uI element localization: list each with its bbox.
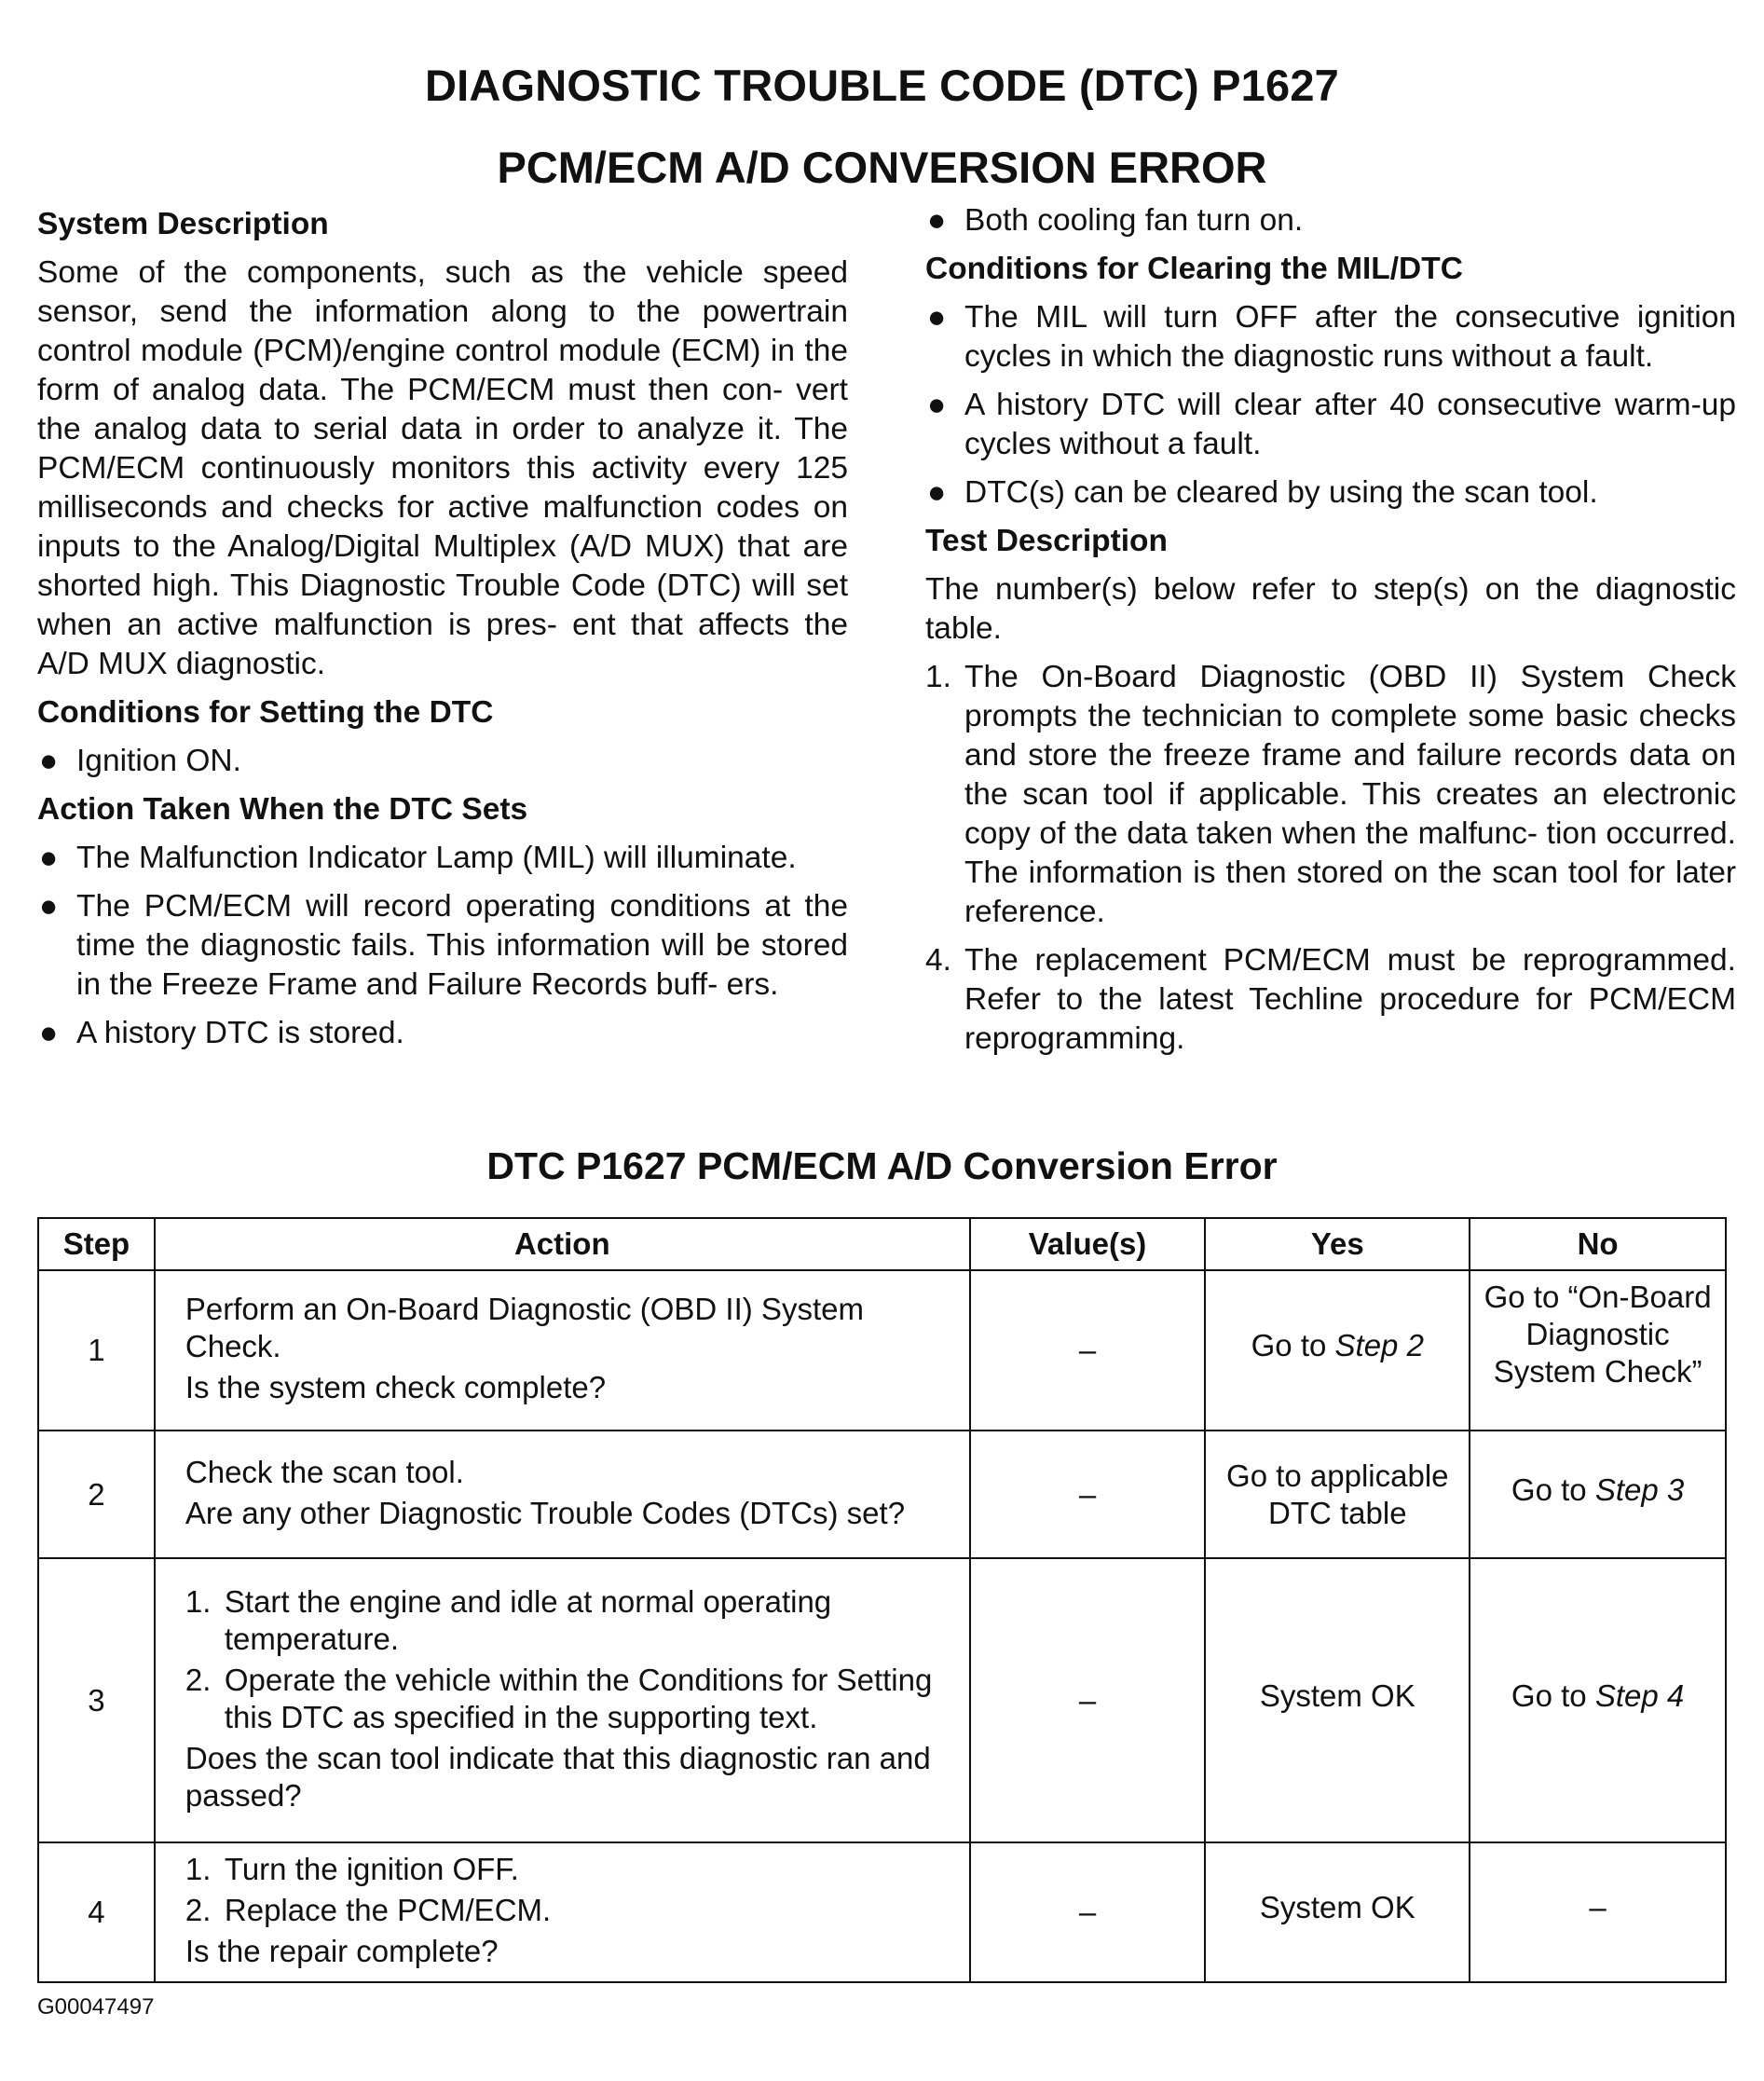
action-question: Is the repair complete? <box>185 1934 499 1968</box>
table-row <box>38 1431 1726 1558</box>
header-action: Action <box>155 1218 970 1270</box>
header-no: No <box>1470 1218 1726 1270</box>
header-values: Value(s) <box>970 1218 1206 1270</box>
action-taken-item <box>37 1014 848 1053</box>
bullet-icon: ● <box>927 300 947 335</box>
action-question: Does the scan tool indicate that this diagnostic ran and passed? <box>185 1740 931 1813</box>
action-taken-item <box>37 839 848 878</box>
action-cell <box>155 1558 970 1842</box>
table-row <box>38 1558 1726 1842</box>
right-column <box>925 201 1736 1068</box>
bullet-icon: ● <box>39 744 59 778</box>
bullet-icon: ● <box>927 475 947 510</box>
action-cell <box>155 1842 970 1982</box>
no-cell: – <box>1470 1842 1726 1982</box>
bullet-icon: ● <box>927 388 947 422</box>
conditions-clearing-item <box>925 473 1736 513</box>
page-subtitle: PCM/ECM A/D CONVERSION ERROR <box>497 143 1267 192</box>
step-cell: 3 <box>38 1558 155 1842</box>
item-text: Replace the PCM/ECM. <box>224 1893 552 1927</box>
yes-cell <box>1205 1270 1470 1431</box>
conditions-clearing-item <box>925 386 1736 464</box>
action-step-item <box>185 1892 956 1929</box>
bullet-text: DTC(s) can be cleared by using the scan tool. <box>964 475 1598 510</box>
item-number: 2. <box>185 1662 212 1697</box>
action-step-item <box>185 1583 956 1658</box>
no-cell: Go to “On-Board Diagnostic System Check” <box>1470 1270 1726 1431</box>
item-text: Operate the vehicle within the Conditions for Setting this DTC as specified in the supporting text. <box>224 1662 933 1734</box>
item-text: The replacement PCM/ECM must be reprogrammed. Refer to the latest Techline procedure for PCM/ECM reprogramming. <box>964 943 1736 1056</box>
yes-cell: Go to applicable DTC table <box>1205 1431 1470 1558</box>
yes-cell: System OK <box>1205 1558 1470 1842</box>
action-line: Perform an On-Board Diagnostic (OBD II) System Check. <box>185 1292 864 1363</box>
no-prefix: Go to <box>1511 1472 1595 1507</box>
item-text: The On-Board Diagnostic (OBD II) System Check prompts the technician to complete some basic checks and store the freeze frame and failure records data on the scan tool if applicable. This creates an electronic copy of the data taken when the malfunc- tion occurred. The information is then stored on the scan tool for later reference. <box>964 660 1736 929</box>
item-number: 1. <box>185 1583 212 1619</box>
continued-item <box>925 201 1736 240</box>
item-text: Turn the ignition OFF. <box>224 1852 519 1886</box>
action-line: Check the scan tool. <box>185 1454 464 1489</box>
diagnostic-table <box>37 1217 1727 1983</box>
action-step-item <box>185 1662 956 1736</box>
test-description-heading: Test Description <box>925 524 1168 558</box>
no-cell <box>1470 1431 1726 1558</box>
header-step: Step <box>38 1218 155 1270</box>
action-taken-item <box>37 887 848 1005</box>
test-description-item <box>925 941 1736 1059</box>
conditions-setting-heading: Conditions for Setting the DTC <box>37 695 494 730</box>
item-number: 4. <box>925 943 951 978</box>
bullet-text: The PCM/ECM will record operating conditions at the time the diagnostic fails. This information will be stored in the Freeze Frame and Failure Records buff- ers. <box>76 889 848 1002</box>
bullet-icon: ● <box>39 1016 59 1050</box>
no-cell <box>1470 1558 1726 1842</box>
conditions-clearing-item <box>925 298 1736 376</box>
step-cell: 1 <box>38 1270 155 1431</box>
action-line: Is the system check complete? <box>185 1370 607 1404</box>
test-description-item <box>925 658 1736 932</box>
value-cell: – <box>970 1270 1206 1431</box>
no-prefix: Go to <box>1511 1677 1595 1713</box>
system-description-text: Some of the components, such as the vehicle speed sensor, send the information along to the powertrain control module (PCM)/engine control module (ECM) in the form of analog data. The PCM/ECM must then con- vert the analog data to serial data in order to analyze it. The PCM/ECM continuously monitors this activity every 125 milliseconds and checks for active malfunction codes on inputs to the Analog/Digital Multiplex (A/D MUX) that are shorted high. This Diagnostic Trouble Code (DTC) will set when an active malfunction is pres- ent that affects the A/D MUX diagnostic. <box>37 255 848 681</box>
yes-prefix: Go to <box>1251 1328 1335 1362</box>
bullet-text: The MIL will turn OFF after the consecutive ignition cycles in which the diagnostic runs without a fault. <box>964 300 1736 374</box>
test-description-intro: The number(s) below refer to step(s) on the diagnostic table. <box>925 572 1736 646</box>
value-cell: – <box>970 1431 1206 1558</box>
step-cell: 4 <box>38 1842 155 1982</box>
value-cell: – <box>970 1558 1206 1842</box>
page-title: DIAGNOSTIC TROUBLE CODE (DTC) P1627 <box>424 61 1340 110</box>
figure-id: G00047497 <box>37 1994 155 2019</box>
table-row <box>38 1842 1726 1982</box>
no-step-link: Step 4 <box>1594 1677 1685 1713</box>
bullet-icon: ● <box>927 203 947 238</box>
item-number: 2. <box>185 1893 212 1927</box>
table-row <box>38 1270 1726 1431</box>
action-cell <box>155 1431 970 1558</box>
bullet-icon: ● <box>39 841 59 875</box>
left-column <box>37 205 848 1062</box>
action-step-item <box>185 1851 956 1888</box>
table-caption: DTC P1627 PCM/ECM A/D Conversion Error <box>486 1144 1278 1187</box>
table-header-row <box>38 1218 1726 1270</box>
bullet-icon: ● <box>39 889 59 924</box>
item-text: Start the engine and idle at normal operating temperature. <box>224 1583 832 1656</box>
step-cell: 2 <box>38 1431 155 1558</box>
bullet-text: Both cooling fan turn on. <box>964 203 1304 238</box>
yes-cell: System OK <box>1205 1842 1470 1982</box>
item-number: 1. <box>925 660 951 694</box>
yes-step-link: Step 2 <box>1334 1328 1424 1362</box>
bullet-text: Ignition ON. <box>76 744 241 778</box>
action-line: Are any other Diagnostic Trouble Codes (DTCs) set? <box>185 1495 906 1530</box>
header-yes: Yes <box>1205 1218 1470 1270</box>
conditions-clearing-heading: Conditions for Clearing the MIL/DTC <box>925 252 1463 286</box>
action-cell <box>155 1270 970 1431</box>
bullet-text: The Malfunction Indicator Lamp (MIL) will illuminate. <box>76 841 797 875</box>
no-step-link: Step 3 <box>1594 1472 1685 1507</box>
action-taken-heading: Action Taken When the DTC Sets <box>37 792 528 827</box>
value-cell: – <box>970 1842 1206 1982</box>
system-description-heading: System Description <box>37 207 329 241</box>
bullet-text: A history DTC will clear after 40 consecutive warm-up cycles without a fault. <box>964 388 1736 461</box>
conditions-setting-item <box>37 742 848 781</box>
item-number: 1. <box>185 1852 212 1886</box>
bullet-text: A history DTC is stored. <box>76 1016 404 1050</box>
